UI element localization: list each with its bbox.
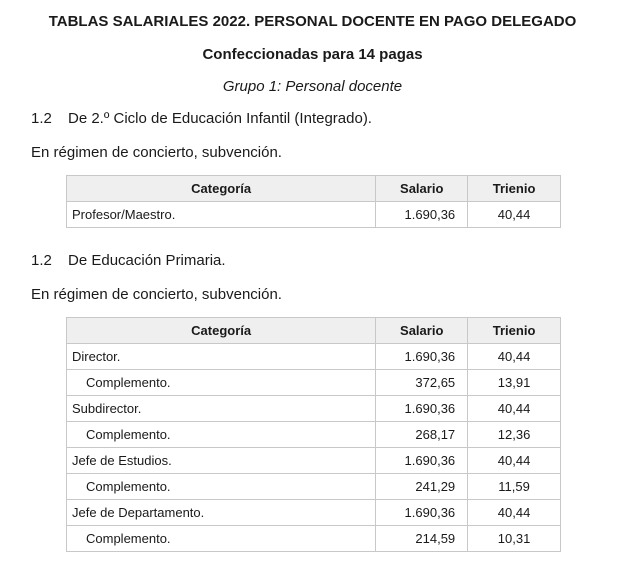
trienio-cell: 40,44 — [468, 500, 561, 526]
table-row — [67, 526, 561, 552]
salary-cell: 241,29 — [376, 474, 468, 500]
table-row — [67, 474, 561, 500]
trienio-cell: 40,44 — [468, 396, 561, 422]
table-header-row — [67, 318, 561, 344]
column-header-trienio: Trienio — [468, 318, 561, 344]
trienio-cell: 40,44 — [468, 344, 561, 370]
column-header-salary: Salario — [376, 318, 468, 344]
regime-text: En régimen de concierto, subvención. — [31, 144, 282, 161]
salary-cell: 1.690,36 — [376, 448, 468, 474]
column-header-trienio: Trienio — [468, 176, 561, 202]
category-cell: Director. — [67, 344, 376, 370]
salary-table-infantil — [66, 175, 561, 228]
table-row — [67, 500, 561, 526]
table-row — [67, 202, 561, 228]
column-header-category: Categoría — [67, 176, 376, 202]
table-row — [67, 422, 561, 448]
document-subtitle: Confeccionadas para 14 pagas — [202, 46, 423, 63]
column-header-salary: Salario — [376, 176, 468, 202]
salary-cell: 1.690,36 — [376, 396, 468, 422]
table-row — [67, 370, 561, 396]
trienio-cell: 12,36 — [468, 422, 561, 448]
category-cell: Jefe de Estudios. — [67, 448, 376, 474]
salary-cell: 372,65 — [376, 370, 468, 396]
table-row — [67, 344, 561, 370]
category-cell: Jefe de Departamento. — [67, 500, 376, 526]
category-cell: Complemento. — [67, 370, 376, 396]
trienio-cell: 40,44 — [468, 448, 561, 474]
section-title: De 2.º Ciclo de Educación Infantil (Integrado). — [68, 110, 372, 127]
column-header-category: Categoría — [67, 318, 376, 344]
table-row — [67, 448, 561, 474]
salary-table-primaria — [66, 317, 561, 552]
salary-cell: 268,17 — [376, 422, 468, 448]
table-row — [67, 396, 561, 422]
trienio-cell: 40,44 — [468, 202, 561, 228]
category-cell: Subdirector. — [67, 396, 376, 422]
category-cell: Complemento. — [67, 422, 376, 448]
table-header-row — [67, 176, 561, 202]
trienio-cell: 11,59 — [468, 474, 561, 500]
salary-cell: 214,59 — [376, 526, 468, 552]
salary-cell: 1.690,36 — [376, 500, 468, 526]
category-cell: Complemento. — [67, 474, 376, 500]
section-heading-primaria — [31, 252, 226, 269]
document-title: TABLAS SALARIALES 2022. PERSONAL DOCENTE EN PAGO DELEGADO — [48, 13, 577, 30]
trienio-cell: 13,91 — [468, 370, 561, 396]
category-cell: Profesor/Maestro. — [67, 202, 376, 228]
salary-cell: 1.690,36 — [376, 344, 468, 370]
section-title: De Educación Primaria. — [68, 252, 226, 269]
trienio-cell: 10,31 — [468, 526, 561, 552]
salary-cell: 1.690,36 — [376, 202, 468, 228]
section-number: 1.2 — [31, 252, 52, 269]
category-cell: Complemento. — [67, 526, 376, 552]
section-number: 1.2 — [31, 110, 52, 127]
group-heading: Grupo 1: Personal docente — [222, 78, 403, 95]
section-heading-infantil — [31, 110, 372, 127]
regime-text: En régimen de concierto, subvención. — [31, 286, 282, 303]
